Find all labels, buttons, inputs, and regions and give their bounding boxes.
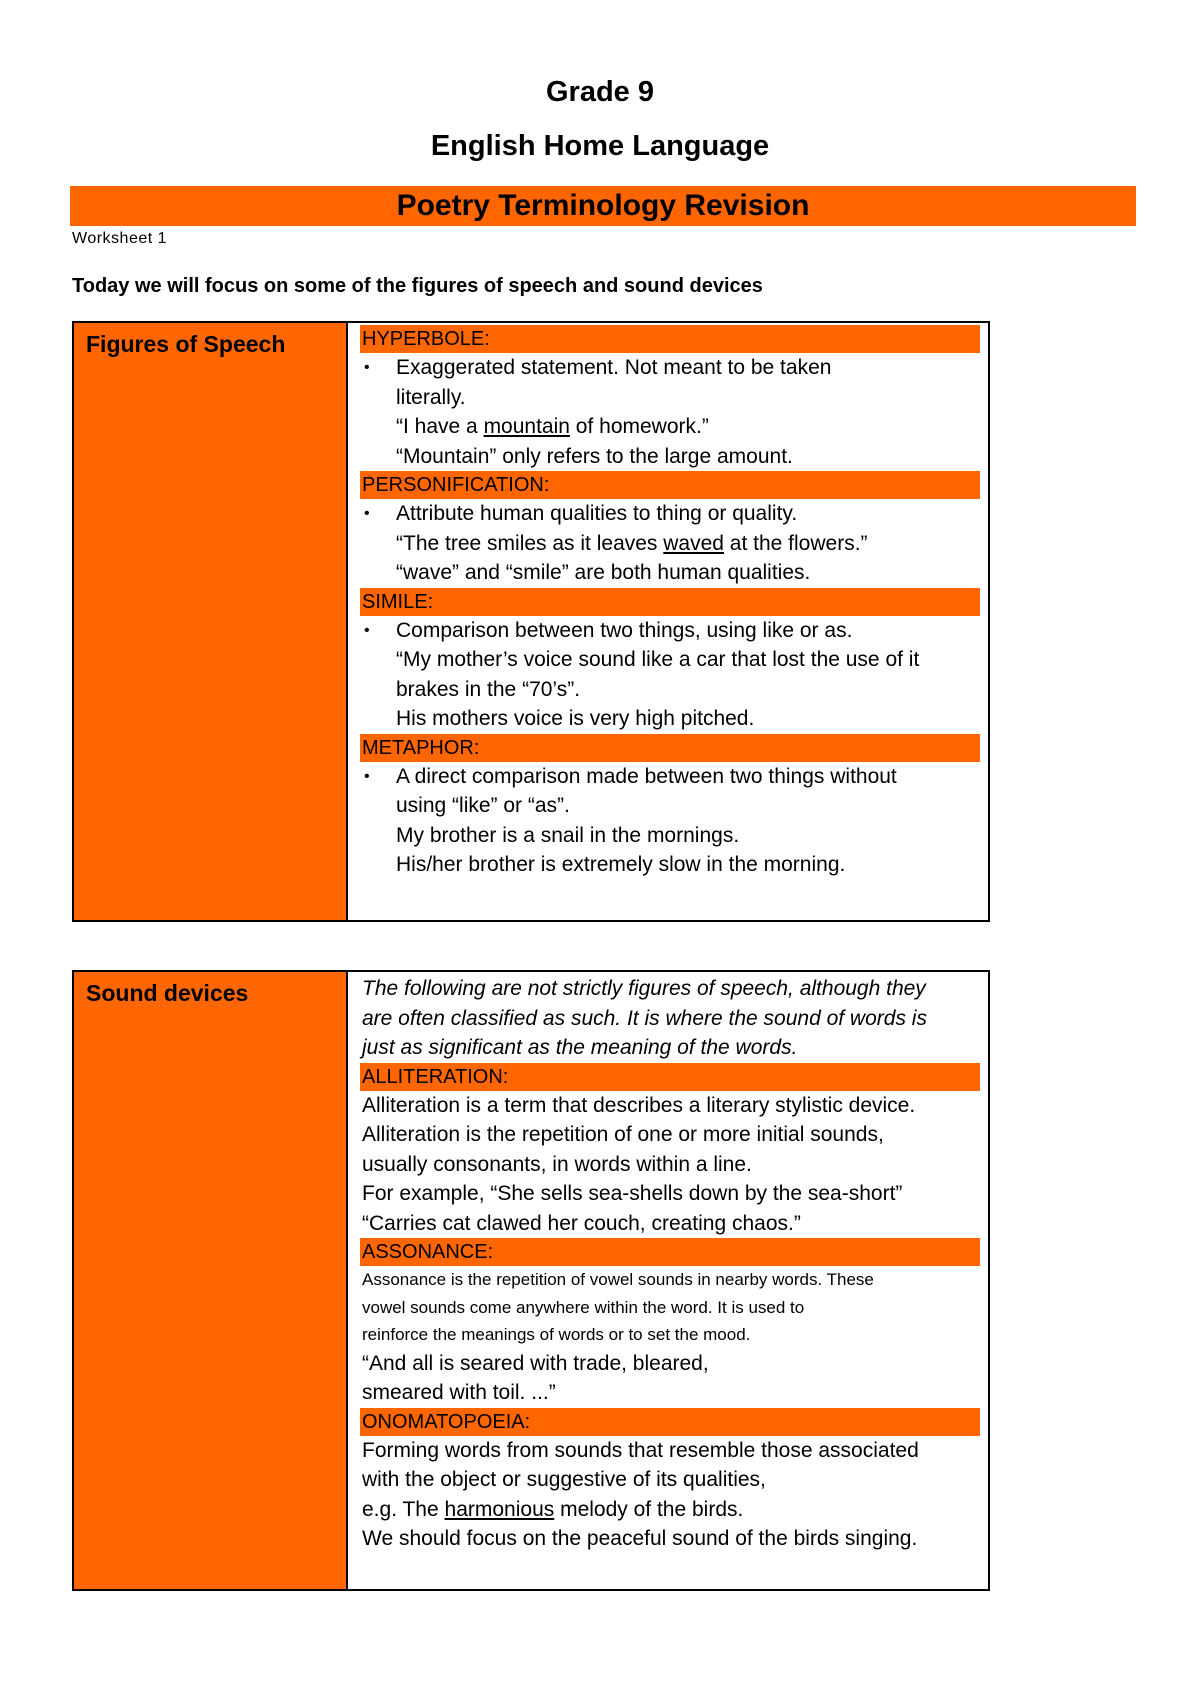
sound-intro-2: are often classified as such. It is where the sound of words is (362, 1006, 927, 1030)
text-span: “The tree smiles as it leaves (396, 531, 664, 555)
alliteration-line-4: For example, “She sells sea-shells down by the sea-short” (362, 1182, 903, 1205)
personification-line-1: Attribute human qualities to thing or quality. (396, 502, 798, 525)
assonance-line-5: smeared with toil. ...” (362, 1381, 556, 1404)
bullet-icon: • (364, 621, 370, 639)
metaphor-line-1: A direct comparison made between two things without (396, 764, 897, 788)
assonance-heading: ASSONANCE: (360, 1238, 980, 1266)
text-span: of homework.” (569, 415, 709, 438)
alliteration-line-5: “Carries cat clawed her couch, creating chaos.” (362, 1211, 801, 1235)
text-span: “I have a (396, 415, 484, 438)
sound-intro-3: just as significant as the meaning of the words. (362, 1036, 798, 1059)
sound-label-cell (74, 972, 348, 1589)
onomatopoeia-line-4: We should focus on the peaceful sound of the birds singing. (362, 1527, 918, 1550)
simile-line-4: His mothers voice is very high pitched. (396, 707, 755, 730)
grade-title: Grade 9 (546, 76, 654, 108)
underlined-word: waved (663, 531, 724, 555)
text-span: melody of the birds. (554, 1497, 744, 1521)
personification-block (360, 499, 980, 588)
hyperbole-line-1: Exaggerated statement. Not meant to be taken (396, 356, 832, 379)
bullet-icon: • (364, 505, 370, 522)
alliteration-line-2: Alliteration is the repetition of one or more initial sounds, (362, 1123, 884, 1146)
personification-heading: PERSONIFICATION: (360, 471, 980, 499)
onomatopoeia-heading: ONOMATOPOEIA: (360, 1408, 980, 1436)
hyperbole-heading: HYPERBOLE: (360, 325, 980, 353)
hyperbole-line-3 (396, 412, 980, 442)
metaphor-line-3: My brother is a snail in the mornings. (396, 823, 740, 847)
banner-title: Poetry Terminology Revision (70, 186, 1136, 226)
personification-line-3: “wave” and “smile” are both human qualities. (396, 561, 811, 584)
sound-intro-1: The following are not strictly figures of speech, although they (362, 977, 926, 1000)
hyperbole-line-4: “Mountain” only refers to the large amount. (396, 444, 793, 468)
underlined-word: harmonious (444, 1497, 555, 1521)
bullet-icon: • (364, 359, 370, 376)
simile-block (360, 616, 980, 734)
onomatopoeia-line-2: with the object or suggestive of its qualities, (362, 1468, 766, 1491)
simile-line-1: Comparison between two things, using like or as. (396, 618, 853, 642)
assonance-line-2: vowel sounds come anywhere within the word. It is used to (362, 1297, 805, 1317)
alliteration-line-1: Alliteration is a term that describes a literary stylistic device. (362, 1093, 916, 1117)
underlined-word: mountain (483, 415, 570, 438)
worksheet-label: Worksheet 1 (72, 230, 168, 247)
personification-line-2 (396, 529, 980, 559)
intro-text: Today we will focus on some of the figures of speech and sound devices (72, 275, 763, 297)
figures-content-cell (360, 325, 980, 880)
hyperbole-line-2: literally. (396, 385, 466, 409)
simile-line-3: brakes in the “70’s”. (396, 677, 581, 701)
sound-content-cell (360, 974, 980, 1554)
metaphor-line-2: using “like” or “as”. (396, 794, 570, 817)
onomatopoeia-line-1: Forming words from sounds that resemble those associated (362, 1438, 919, 1462)
assonance-line-3: reinforce the meanings of words or to set the mood. (362, 1325, 751, 1344)
hyperbole-block (360, 353, 980, 471)
assonance-line-1: Assonance is the repetition of vowel sounds in nearby words. These (362, 1270, 874, 1289)
alliteration-heading: ALLITERATION: (360, 1063, 980, 1091)
sound-label: Sound devices (86, 980, 249, 1006)
text-span: e.g. The (362, 1497, 445, 1521)
metaphor-heading: METAPHOR: (360, 734, 980, 762)
figures-label-cell (74, 323, 348, 920)
metaphor-block (360, 762, 980, 880)
metaphor-line-4: His/her brother is extremely slow in the morning. (396, 853, 846, 876)
simile-heading: SIMILE: (360, 588, 980, 616)
text-span: at the flowers.” (723, 531, 868, 555)
simile-line-2: “My mother’s voice sound like a car that lost the use of it (396, 648, 920, 671)
sound-table (72, 970, 990, 1591)
subject-title: English Home Language (430, 130, 770, 162)
alliteration-line-3: usually consonants, in words within a line. (362, 1152, 752, 1176)
figures-table (72, 321, 990, 922)
onomatopoeia-line-3 (360, 1495, 980, 1525)
assonance-line-4: “And all is seared with trade, bleared, (362, 1351, 709, 1375)
figures-label: Figures of Speech (86, 331, 286, 357)
bullet-icon: • (364, 767, 370, 785)
